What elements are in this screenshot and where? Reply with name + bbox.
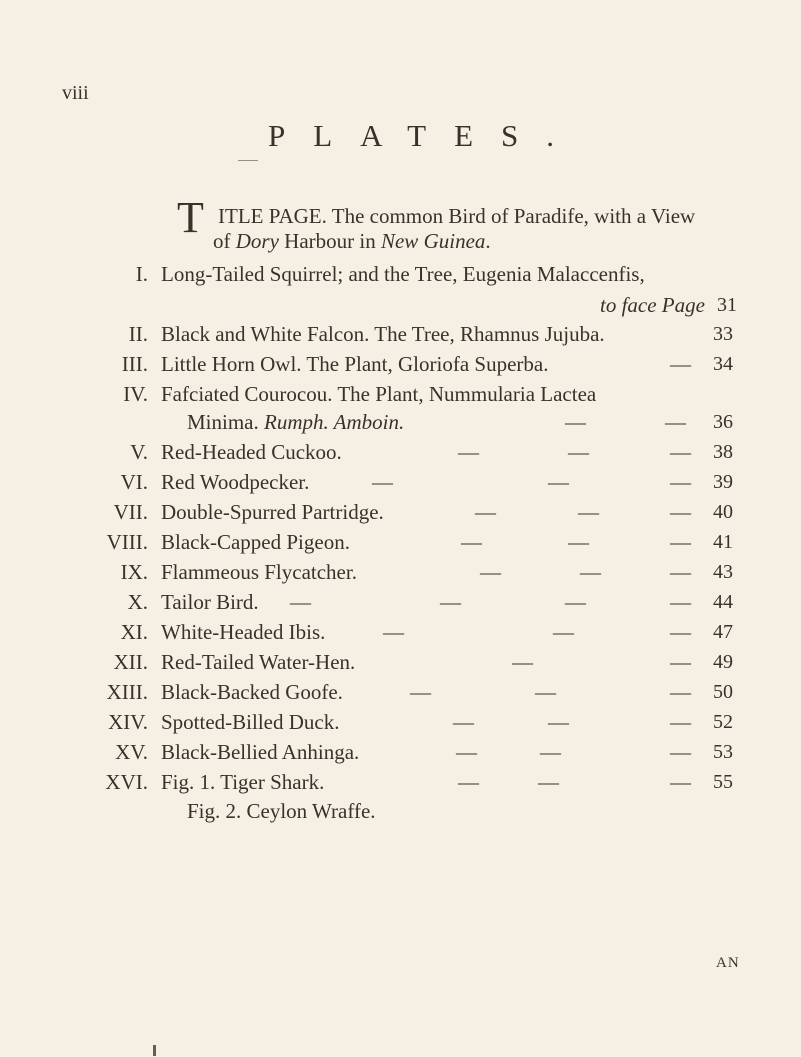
leader-dash: — <box>540 740 561 764</box>
plate-numeral: XIII. <box>106 680 148 704</box>
plate-label: Flammeous Flycatcher. <box>161 560 357 584</box>
leader-dash: — <box>372 470 393 494</box>
leader-dash: — <box>453 710 474 734</box>
leader-dash: — <box>461 530 482 554</box>
plate-numeral: XI. <box>120 620 148 644</box>
leader-dash: — <box>383 620 404 644</box>
plate-label: Spotted-Billed Duck. <box>161 710 340 734</box>
ornament-rule <box>238 160 258 161</box>
leader-dash: — <box>512 650 533 674</box>
leader-dash: — <box>670 770 691 794</box>
plate-page-number: 38 <box>713 441 733 463</box>
leader-dash: — <box>456 740 477 764</box>
leader-dash: — <box>670 500 691 524</box>
plate-numeral: VIII. <box>106 530 148 554</box>
plate-label: Red Woodpecker. <box>161 470 310 494</box>
title-entry-line1: ITLE PAGE. The common Bird of Paradife, with a View <box>218 204 696 228</box>
leader-dash: — <box>670 710 691 734</box>
leader-dash: — <box>670 740 691 764</box>
plate-page-number: 34 <box>713 353 733 375</box>
leader-dash: — <box>553 620 574 644</box>
leader-dash: — <box>670 530 691 554</box>
leader-dash: — <box>535 680 556 704</box>
plate-numeral: IX. <box>120 560 148 584</box>
plate-continuation <box>600 293 705 318</box>
title-entry-of: of <box>213 229 236 253</box>
plate-label: White-Headed Ibis. <box>161 620 326 644</box>
plate-page-number: 47 <box>713 621 733 643</box>
plate-numeral: X. <box>127 590 148 614</box>
plate-page-number: 39 <box>713 471 733 493</box>
plate-numeral: I. <box>135 262 148 286</box>
plate-continuation <box>187 410 404 435</box>
title-entry-country: New Guinea <box>380 229 486 253</box>
plate-page-number: 41 <box>713 531 733 553</box>
plate-label: Black-Capped Pigeon. <box>161 530 350 554</box>
plate-numeral: VII. <box>113 500 148 524</box>
plate-numeral: III. <box>121 352 148 376</box>
catchword: AN <box>716 955 740 971</box>
plate-label: Red-Tailed Water-Hen. <box>161 650 356 674</box>
leader-dash: — <box>580 560 601 584</box>
leader-dash: — <box>290 590 311 614</box>
leader-dash: — <box>458 770 479 794</box>
plate-page-number: 52 <box>713 711 733 733</box>
plate-numeral: XVI. <box>105 770 148 794</box>
title-entry-end: . <box>485 229 491 253</box>
plate-page-number: 53 <box>713 741 733 763</box>
plate-page-number: 40 <box>713 501 733 523</box>
plate-label: Double-Spurred Partridge. <box>161 500 384 524</box>
leader-dash: — <box>440 590 461 614</box>
leader-dash: — <box>670 560 691 584</box>
leader-dash: — <box>670 620 691 644</box>
plate-page-number: 43 <box>713 561 733 583</box>
title-entry-mid: Harbour in <box>278 229 381 253</box>
plate-numeral: XIV. <box>108 710 148 734</box>
plate-page-number: 31 <box>717 294 737 316</box>
leader-dash: — <box>670 440 691 464</box>
title-entry-line2 <box>213 229 491 254</box>
plate-label: Black-Backed Goofe. <box>161 680 343 704</box>
drop-cap: T <box>177 193 204 242</box>
plate-page-number: 55 <box>713 771 733 793</box>
ink-smudge <box>153 1045 156 1056</box>
leader-dash: — <box>410 680 431 704</box>
plate-label: Tailor Bird. <box>161 590 259 614</box>
plate-label: Little Horn Owl. The Plant, Gloriofa Superba. <box>161 352 549 376</box>
plate-page-number: 36 <box>713 411 733 433</box>
leader-dash: — <box>670 650 691 674</box>
leader-dash: — <box>670 352 691 376</box>
folio-number: viii <box>62 82 89 104</box>
leader-dash: — <box>665 410 686 434</box>
leader-dash: — <box>565 590 586 614</box>
leader-dash: — <box>565 410 586 434</box>
plate-page-number: 33 <box>713 323 733 345</box>
plate-label: Fafciated Courocou. The Plant, Nummularia Lactea <box>161 382 597 406</box>
plate-numeral: VI. <box>120 470 148 494</box>
leader-dash: — <box>548 470 569 494</box>
leader-dash: — <box>670 470 691 494</box>
leader-dash: — <box>568 530 589 554</box>
plate-page-number: 49 <box>713 651 733 673</box>
plate-numeral: XII. <box>113 650 148 674</box>
plate-label: Fig. 1. Tiger Shark. <box>161 770 325 794</box>
plate-continuation: Fig. 2. Ceylon Wraffe. <box>187 799 376 823</box>
leader-dash: — <box>670 590 691 614</box>
leader-dash: — <box>578 500 599 524</box>
leader-dash: — <box>568 440 589 464</box>
plate-numeral: V. <box>130 440 148 464</box>
title-entry-place: Dory <box>235 229 279 253</box>
continuation-text: Minima. <box>187 410 264 434</box>
leader-dash: — <box>480 560 501 584</box>
face-page-label: to face Page <box>600 293 705 317</box>
plate-numeral: II. <box>128 322 148 346</box>
plate-label: Red-Headed Cuckoo. <box>161 440 342 464</box>
plate-numeral: XV. <box>115 740 148 764</box>
plate-label: Long-Tailed Squirrel; and the Tree, Eugenia Malaccenfis, <box>161 262 645 286</box>
continuation-citation: Rumph. Amboin. <box>264 410 405 434</box>
leader-dash: — <box>548 710 569 734</box>
leader-dash: — <box>538 770 559 794</box>
plate-page-number: 50 <box>713 681 733 703</box>
plate-page-number: 44 <box>713 591 733 613</box>
leader-dash: — <box>670 680 691 704</box>
plate-numeral: IV. <box>123 382 148 406</box>
leader-dash: — <box>458 440 479 464</box>
leader-dash: — <box>475 500 496 524</box>
plate-label: Black-Bellied Anhinga. <box>161 740 360 764</box>
page-heading: PLATES. <box>268 118 582 153</box>
plate-label: Black and White Falcon. The Tree, Rhamnus Jujuba. <box>161 322 605 346</box>
